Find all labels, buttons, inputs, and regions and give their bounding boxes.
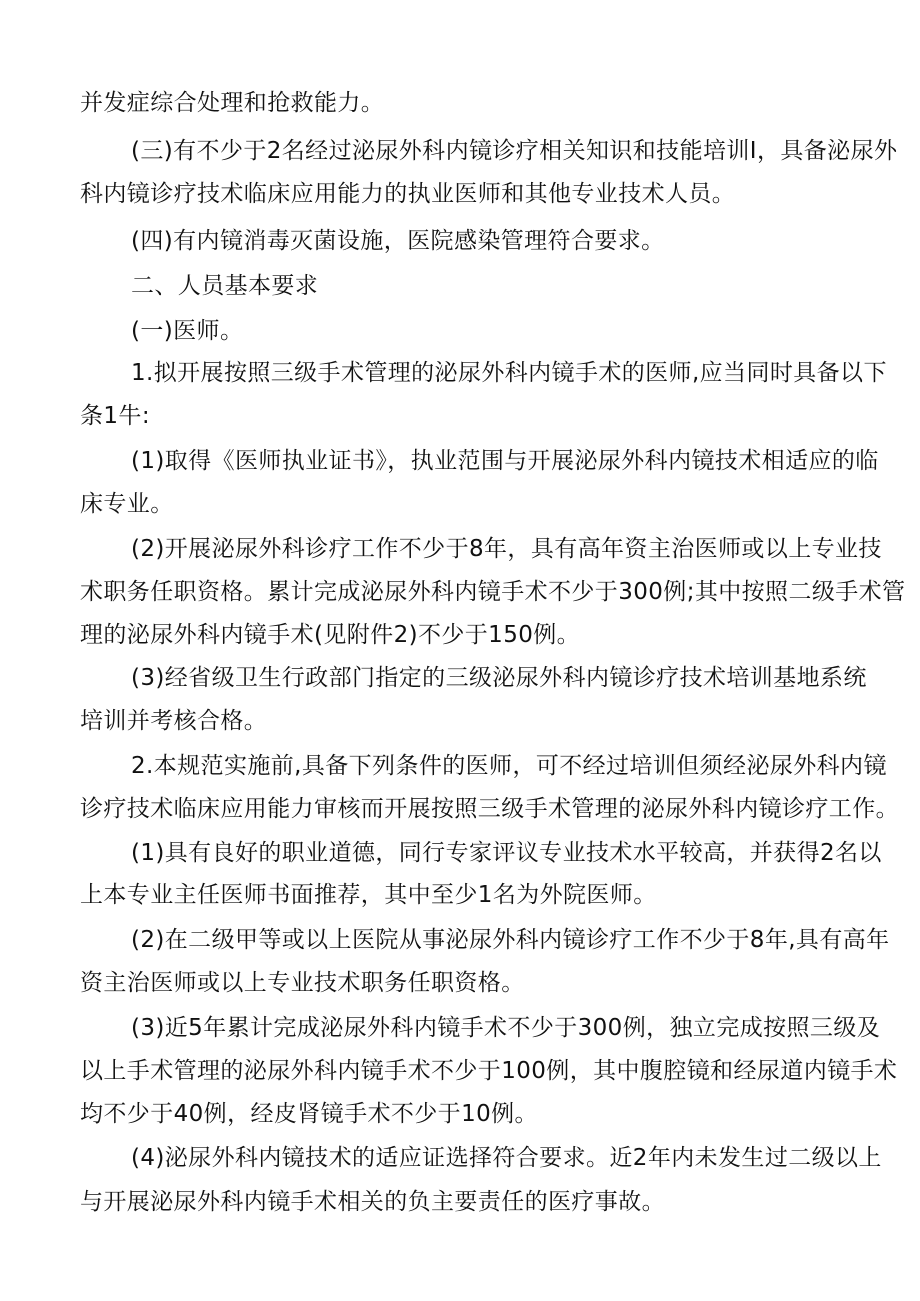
subsection-heading: (一)医师。 [131,318,244,344]
section-heading: 二、人员基本要求 [131,273,319,299]
text-line: 2.本规范实施前,具备下列条件的医师，可不经过培训但须经泌尿外科内镜 [131,753,887,779]
text-line: 诊疗技术临床应用能力审核而开展按照三级手术管理的泌尿外科内镜诊疗工作。 [80,796,899,822]
text-line: 培训并考核合格。 [80,708,268,734]
text-line: (三)有不少于2名经过泌尿外科内镜诊疗相关知识和技能培训I，具备泌尿外 [131,138,898,164]
text-line: 1.拟开展按照三级手术管理的泌尿外科内镜手术的医师,应当同时具备以下 [131,360,887,386]
text-line: (四)有内镜消毒灭菌设施，医院感染管理符合要求。 [131,228,665,254]
text-line: 以上手术管理的泌尿外科内镜手术不少于100例，其中腹腔镜和经尿道内镜手术 [80,1058,898,1084]
text-line: (1)具有良好的职业道德，同行专家评议专业技术水平较高，并获得2名以 [131,840,882,866]
text-line: 上本专业主任医师书面推荐，其中至少1名为外院医师。 [80,882,657,908]
text-line: 条1牛: [80,403,150,429]
text-line: 与开展泌尿外科内镜手术相关的负主要责任的医疗事故。 [80,1189,665,1215]
text-line: (2)在二级甲等或以上医院从事泌尿外科内镜诊疗工作不少于8年,具有高年 [131,927,890,953]
text-line: 床专业。 [80,491,174,517]
text-line: (1)取得《医师执业证书》，执业范围与开展泌尿外科内镜技术相适应的临 [131,448,879,474]
text-line: (3)经省级卫生行政部门指定的三级泌尿外科内镜诊疗技术培训基地系统 [131,665,867,691]
text-line: (3)近5年累计完成泌尿外科内镜手术不少于300例，独立完成按照三级及 [131,1015,881,1041]
text-line: (2)开展泌尿外科诊疗工作不少于8年，具有高年资主治医师或以上专业技 [131,536,882,562]
text-line: 理的泌尿外科内镜手术(见附件2)不少于150例。 [80,622,581,648]
text-line: 术职务任职资格。累计完成泌尿外科内镜手术不少于300例;其中按照二级手术管 [80,579,906,605]
text-line: 资主治医师或以上专业技术职务任职资格。 [80,970,525,996]
text-line: 并发症综合处理和抢救能力。 [80,90,385,116]
text-line: (4)泌尿外科内镜技术的适应证选择符合要求。近2年内未发生过二级以上 [131,1145,882,1171]
text-line: 科内镜诊疗技术临床应用能力的执业医师和其他专业技术人员。 [80,181,736,207]
text-line: 均不少于40例，经皮肾镜手术不少于10例。 [80,1101,538,1127]
